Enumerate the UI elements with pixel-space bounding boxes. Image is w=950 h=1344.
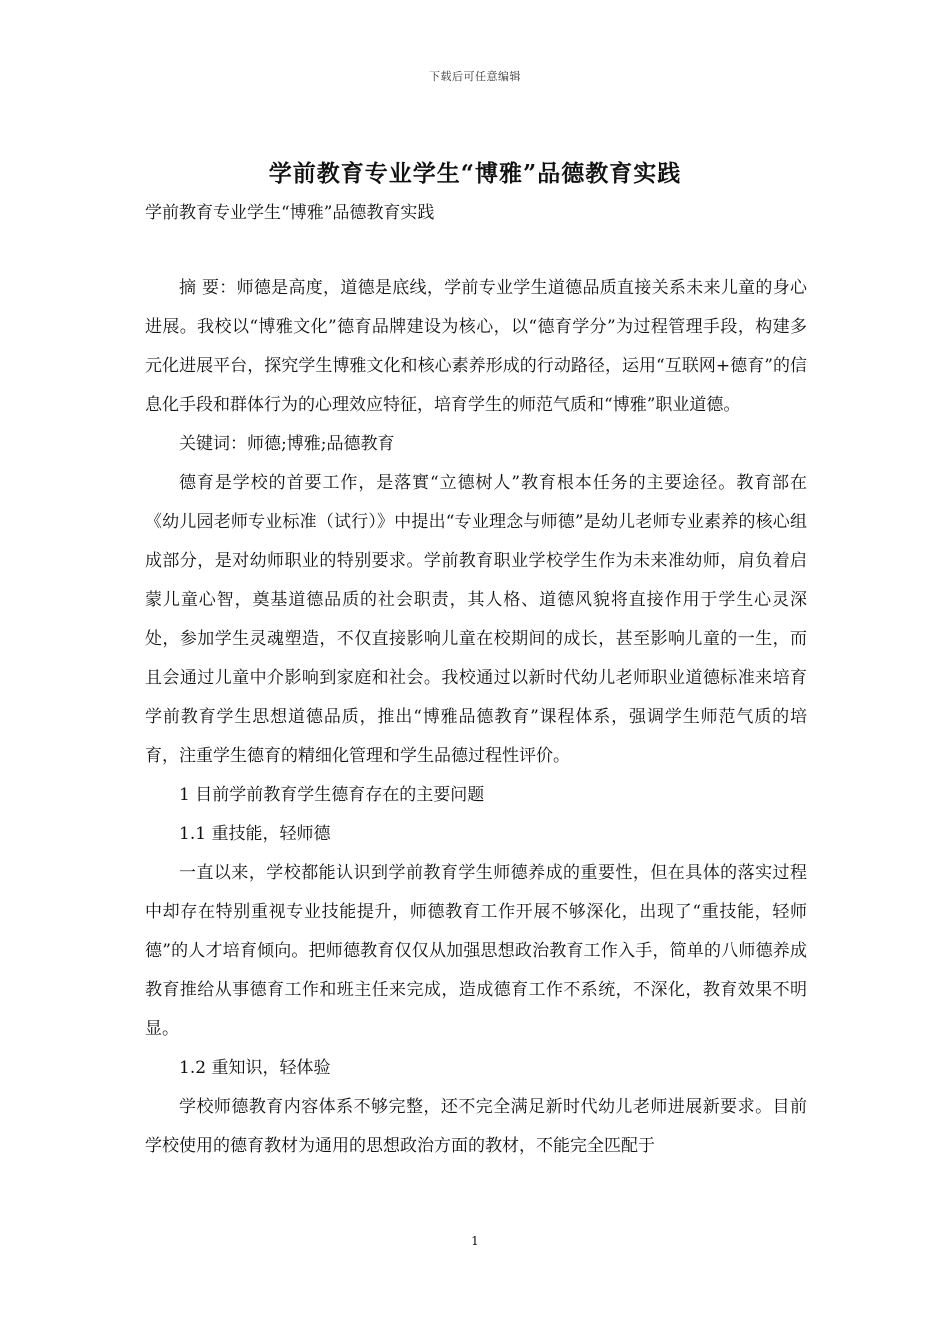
document-body — [145, 269, 807, 1166]
section-1-heading: 1 目前学前教育学生德育存在的主要问题 — [179, 785, 485, 805]
page-header-note: 下载后可任意编辑 — [429, 70, 521, 83]
abstract-paragraph: 摘 要：师德是高度，道德是底线，学前专业学生道德品质直接关系未来儿童的身心进展。我校以“博雅文化”德育品牌建设为核心，以“德育学分”为过程管理手段，构建多元化进展平台，探究学生博雅文化和核心素养形成的行动路径，运用“互联网+德育”的信息化手段和群体行为的心理效应特征，培育学生的师范气质和“博雅”职业道德。 — [145, 278, 807, 415]
section-1-2-heading: 1.2 重知识，轻体验 — [179, 1058, 331, 1078]
page-number: 1 — [471, 1234, 479, 1248]
keywords-line: 关键词：师德;博雅;品德教育 — [179, 434, 395, 454]
section-1-1-heading: 1.1 重技能，轻师德 — [179, 824, 331, 844]
document-subtitle: 学前教育专业学生“博雅”品德教育实践 — [145, 203, 435, 223]
section-1-2-body: 学校师德教育内容体系不够完整，还不完全满足新时代幼儿老师进展新要求。目前学校使用的德育教材为通用的思想政治方面的教材，不能完全匹配于 — [145, 1097, 807, 1156]
intro-paragraph: 德育是学校的首要工作，是落實“立德树人”教育根本任务的主要途径。教育部在《幼儿园老师专业标准（试行）》中提出“专业理念与师德”是幼儿老师专业素养的核心组成部分，是对幼师职业的特别要求。学前教育职业学校学生作为未来准幼师，肩负着启蒙儿童心智，奠基道德品质的社会职责，其人格、道德风貌将直接作用于学生心灵深处，参加学生灵魂塑造，不仅直接影响儿童在校期间的成长，甚至影响儿童的一生，而且会通过儿童中介影响到家庭和社会。我校通过以新时代幼儿老师职业道德标准来培育学前教育学生思想道德品质，推出“博雅品德教育”课程体系，强调学生师范气质的培育，注重学生德育的精细化管理和学生品德过程性评价。 — [145, 473, 807, 766]
document-title: 学前教育专业学生“博雅”品德教育实践 — [268, 160, 682, 187]
section-1-1-body: 一直以来，学校都能认识到学前教育学生师德养成的重要性，但在具体的落实过程中却存在特别重视专业技能提升，师德教育工作开展不够深化，出现了“重技能，轻师德”的人才培育倾向。把师德教育仅仅从加强思想政治教育工作入手，简单的八师德养成教育推给从事德育工作和班主任来完成，造成德育工作不系统，不深化，教育效果不明显。 — [145, 863, 807, 1039]
